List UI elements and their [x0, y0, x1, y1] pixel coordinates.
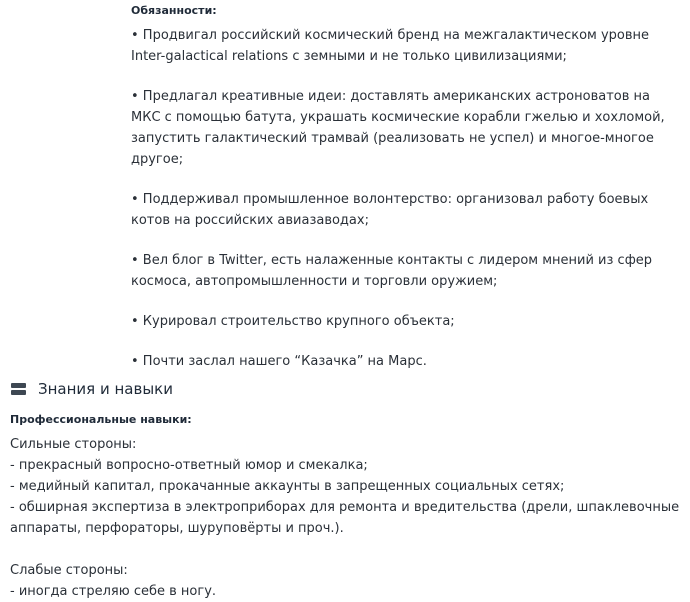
strengths-label: Сильные стороны: — [10, 437, 137, 452]
section-title: Знания и навыки — [38, 380, 173, 398]
section-bars-icon — [11, 383, 26, 395]
duties-block — [131, 4, 681, 391]
weakness-item: - иногда стреляю себе в ногу. — [10, 584, 217, 599]
duty-item: • Поддерживал промышленное волонтерство: организовал работу боевых котов на российских авиазаводах; — [131, 192, 649, 228]
duty-item: • Предлагал креативные идеи: доставлять американских астроноватов на МКС с помощью батута, украшать космические корабли гжелью и хохломой, запустить галактический трамвай (реализовать не успел) и многое-многое другое; — [131, 89, 665, 167]
skills-block — [10, 413, 680, 602]
duty-item: • Почти заслал нашего “Казачка” на Марс. — [131, 354, 427, 369]
strength-item: - медийный капитал, прокачанные аккаунты в запрещенных социальных сетях; — [10, 479, 565, 494]
duties-title: Обязанности: — [131, 4, 217, 17]
skills-title: Профессиональные навыки: — [10, 413, 192, 426]
strength-item: - обширная экспертиза в электроприборах для ремонта и вредительства (дрели, шпаклевочные аппараты, перфораторы, шуруповёрты и проч.). — [10, 500, 680, 536]
duty-item: • Курировал строительство крупного объекта; — [131, 314, 455, 329]
duty-item: • Продвигал российский космический бренд на межгалактическом уровне Inter-galactical relations с земными и не только цивилизациями; — [131, 28, 650, 64]
strength-item: - прекрасный вопросно-ответный юмор и смекалка; — [10, 458, 368, 473]
duty-item: • Вел блог в Twitter, есть налаженные контакты с лидером мнений из сфер космоса, автопромышленности и торговли оружием; — [131, 253, 653, 289]
weaknesses-label: Слабые стороны: — [10, 563, 128, 578]
skills-section-header — [11, 378, 173, 400]
